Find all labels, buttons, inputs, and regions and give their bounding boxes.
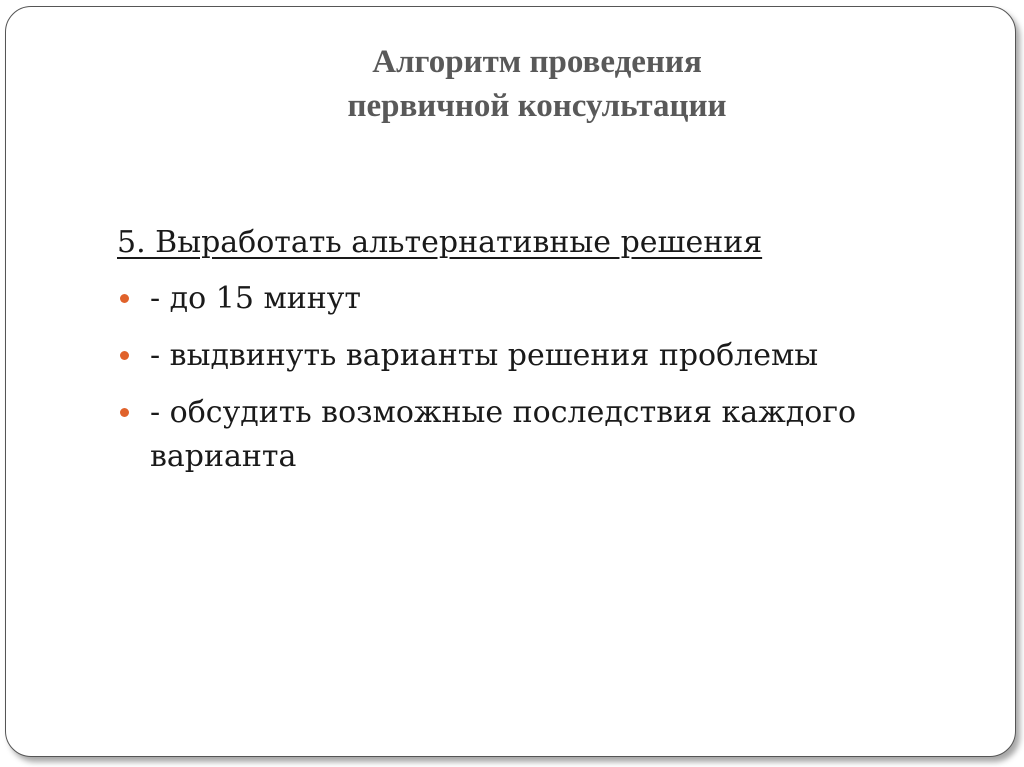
title-line-1: Алгоритм проведения [372,44,702,80]
bullet-text: - выдвинуть варианты решения проблемы [150,338,819,373]
section-subheading: 5. Выработать альтернативные решения [117,225,763,260]
bullet-item [117,391,917,479]
bullet-text: - обсудить возможные последствия каждого варианта [150,395,857,474]
orange-dot-icon [120,351,129,360]
orange-dot-icon [120,408,129,417]
bullet-item [117,334,917,378]
title-line-2: первичной консультации [347,88,727,124]
orange-dot-icon [120,294,129,303]
bullet-text: - до 15 минут [150,281,362,316]
slide-title [0,40,1024,128]
bullet-list [117,277,917,492]
bullet-item [117,277,917,321]
